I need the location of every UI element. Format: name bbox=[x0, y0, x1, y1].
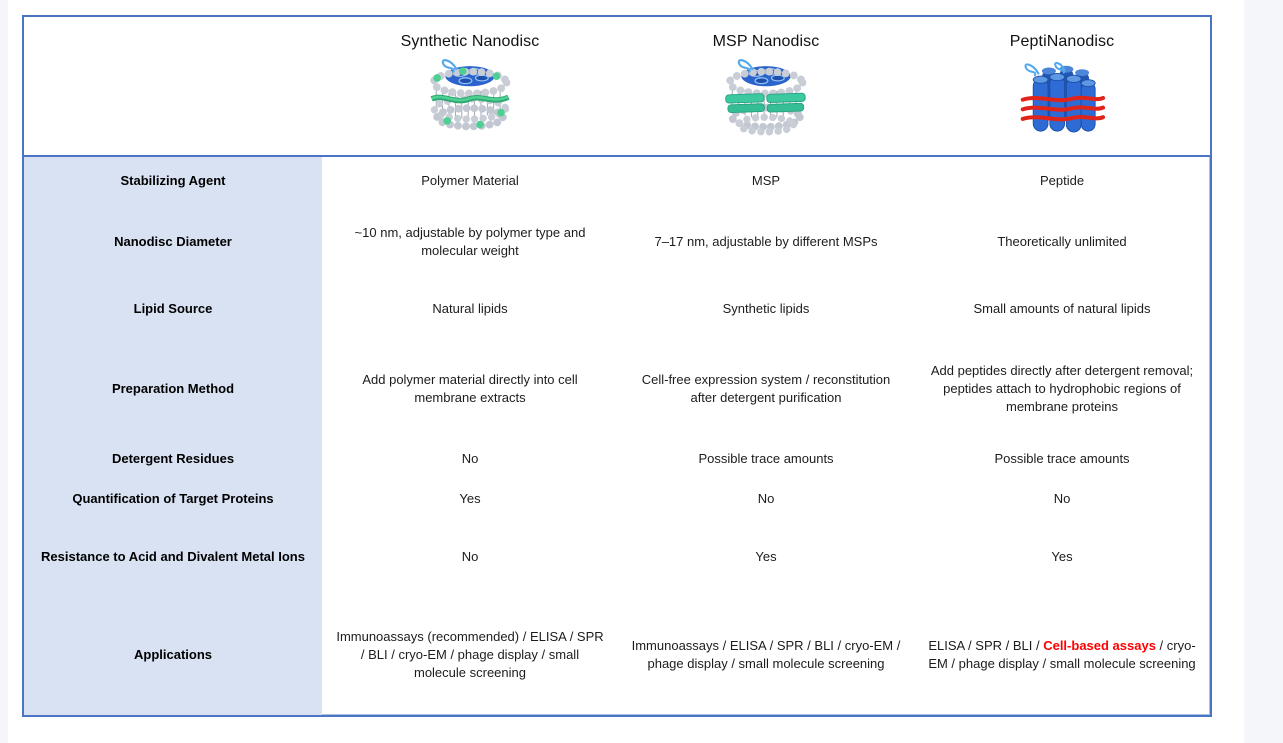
cell-preparation-msp: Cell-free expression system / reconstitution after detergent purification bbox=[641, 372, 891, 405]
column-header-peptinanodisc bbox=[914, 17, 1210, 157]
cell-resistance-synthetic: No bbox=[461, 549, 479, 565]
row-label-nanodisc-diameter: Nanodisc Diameter bbox=[24, 205, 322, 279]
cell-detergent-msp: Possible trace amounts bbox=[698, 451, 834, 467]
cell-lipid-source-msp: Synthetic lipids bbox=[722, 301, 810, 317]
cell-stabilizing-agent-synthetic: Polymer Material bbox=[421, 173, 519, 189]
nanodisc-comparison-table bbox=[22, 15, 1212, 717]
cell-quantification-msp: No bbox=[757, 491, 775, 507]
column-title: PeptiNanodisc bbox=[1009, 33, 1115, 50]
cell-applications-synthetic: Immunoassays (recommended) / ELISA / SPR / BLI / cryo-EM / phage display / small molecule screening bbox=[336, 629, 604, 680]
column-header-synthetic-nanodisc bbox=[322, 17, 618, 157]
header-spacer-cell bbox=[24, 17, 322, 157]
cell-preparation-synthetic: Add polymer material directly into cell membrane extracts bbox=[362, 372, 578, 405]
cell-stabilizing-agent-pepti: Peptide bbox=[1039, 173, 1085, 189]
cell-detergent-synthetic: No bbox=[461, 451, 479, 467]
cell-lipid-source-pepti: Small amounts of natural lipids bbox=[973, 301, 1151, 317]
cell-detergent-pepti: Possible trace amounts bbox=[994, 451, 1130, 467]
cell-preparation-pepti: Add peptides directly after detergent removal; peptides attach to hydrophobic regions of membrane proteins bbox=[930, 363, 1194, 414]
cell-stabilizing-agent-msp: MSP bbox=[751, 173, 781, 189]
cell-based-assays-highlight: Cell-based assays bbox=[1043, 638, 1156, 654]
pepti-nanodisc-icon bbox=[1014, 57, 1110, 139]
cell-resistance-msp: Yes bbox=[755, 549, 777, 565]
msp-nanodisc-icon bbox=[715, 57, 817, 141]
row-label-resistance: Resistance to Acid and Divalent Metal Ions bbox=[24, 519, 322, 595]
right-margin-strip bbox=[1244, 0, 1283, 743]
cell-diameter-synthetic: ~10 nm, adjustable by polymer type and molecular weight bbox=[354, 225, 586, 258]
row-label-quantification: Quantification of Target Proteins bbox=[24, 479, 322, 519]
cell-quantification-pepti: No bbox=[1053, 491, 1071, 507]
left-margin-strip bbox=[0, 0, 8, 743]
cell-diameter-pepti: Theoretically unlimited bbox=[997, 234, 1127, 250]
row-label-stabilizing-agent: Stabilizing Agent bbox=[24, 157, 322, 205]
row-label-applications: Applications bbox=[24, 595, 322, 715]
cell-diameter-msp: 7–17 nm, adjustable by different MSPs bbox=[654, 234, 878, 250]
row-label-preparation-method: Preparation Method bbox=[24, 339, 322, 439]
column-title: Synthetic Nanodisc bbox=[400, 33, 540, 50]
row-label-lipid-source: Lipid Source bbox=[24, 279, 322, 339]
row-label-detergent-residues: Detergent Residues bbox=[24, 439, 322, 479]
column-title: MSP Nanodisc bbox=[712, 33, 820, 50]
cell-applications-msp: Immunoassays / ELISA / SPR / BLI / cryo-EM / phage display / small molecule screening bbox=[631, 638, 901, 671]
synthetic-nanodisc-icon bbox=[419, 57, 521, 141]
applications-text: ELISA / SPR / BLI / Cell-based assays / cryo-EM / phage display / small molecule screening bbox=[928, 638, 1196, 671]
cell-lipid-source-synthetic: Natural lipids bbox=[432, 301, 508, 317]
cell-resistance-pepti: Yes bbox=[1051, 549, 1073, 565]
column-header-msp-nanodisc bbox=[618, 17, 914, 157]
cell-quantification-synthetic: Yes bbox=[459, 491, 481, 507]
cell-applications-pepti bbox=[914, 595, 1210, 715]
